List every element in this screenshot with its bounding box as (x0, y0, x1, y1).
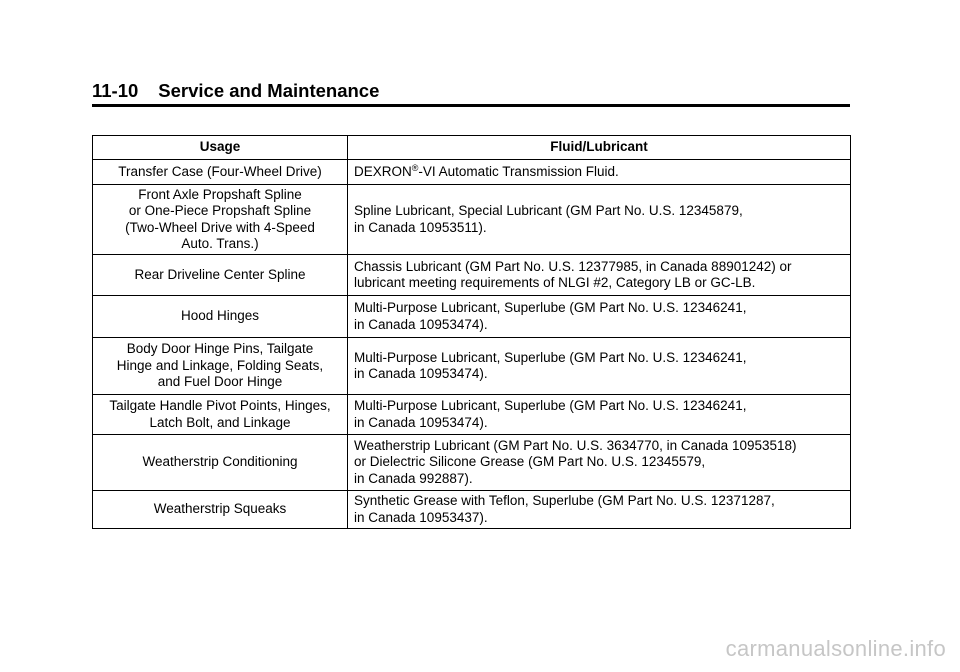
usage-line: and Fuel Door Hinge (157, 374, 283, 390)
usage-cell (93, 338, 348, 395)
usage-cell (93, 491, 348, 529)
fluid-cell (348, 435, 851, 491)
table-row (93, 435, 851, 491)
table-row (93, 160, 851, 185)
usage-line: (Two-Wheel Drive with 4-Speed (125, 219, 315, 235)
fluid-line: in Canada 10953474). (354, 316, 488, 332)
fluid-line (354, 164, 844, 181)
table-row (93, 491, 851, 529)
table-row (93, 338, 851, 395)
usage-cell (93, 296, 348, 338)
fluid-cell (348, 491, 851, 529)
page-header (92, 80, 850, 102)
fluid-text: DEXRON (354, 163, 412, 179)
column-header-fluid: Fluid/Lubricant (348, 136, 851, 160)
usage-line: Weatherstrip Conditioning (142, 454, 298, 470)
table-row (93, 185, 851, 255)
usage-line: or One-Piece Propshaft Spline (128, 203, 312, 218)
header-rule (92, 104, 850, 107)
usage-line: Transfer Case (Four-Wheel Drive) (118, 163, 322, 179)
fluid-cell (348, 395, 851, 435)
usage-cell (93, 255, 348, 296)
usage-line: Tailgate Handle Pivot Points, Hinges, (109, 398, 331, 413)
fluid-line: Multi-Purpose Lubricant, Superlube (GM Part No. U.S. 12346241, (354, 349, 747, 365)
usage-line: Front Axle Propshaft Spline (138, 186, 302, 202)
page-number: 11-10 (92, 80, 139, 101)
fluid-line: Synthetic Grease with Teflon, Superlube (GM Part No. U.S. 12371287, (354, 493, 775, 508)
fluid-text: -VI Automatic Transmission Fluid. (418, 163, 619, 179)
column-header-usage: Usage (93, 136, 348, 160)
fluid-cell (348, 160, 851, 185)
fluid-line: in Canada 10953511). (354, 219, 487, 235)
usage-line: Auto. Trans.) (181, 236, 259, 251)
fluid-line: in Canada 10953437). (354, 509, 488, 525)
fluid-cell (348, 296, 851, 338)
fluid-line: in Canada 992887). (354, 470, 473, 486)
fluid-line: or Dielectric Silicone Grease (GM Part No. U.S. 12345579, (354, 454, 706, 470)
usage-cell (93, 160, 348, 185)
usage-cell (93, 435, 348, 491)
fluid-line: lubricant meeting requirements of NLGI #2, Category LB or GC-LB. (354, 275, 756, 290)
fluid-line: in Canada 10953474). (354, 366, 488, 381)
fluid-line: Spline Lubricant, Special Lubricant (GM Part No. U.S. 12345879, (354, 203, 743, 218)
table-header-row (93, 136, 851, 160)
table-row (93, 395, 851, 435)
usage-line: Hinge and Linkage, Folding Seats, (116, 357, 324, 373)
table-row (93, 296, 851, 338)
usage-line: Body Door Hinge Pins, Tailgate (126, 341, 314, 357)
fluid-line: Multi-Purpose Lubricant, Superlube (GM Part No. U.S. 12346241, (354, 398, 747, 413)
fluid-line: Weatherstrip Lubricant (GM Part No. U.S. 3634770, in Canada 10953518) (354, 437, 797, 453)
usage-cell (93, 185, 348, 255)
table-row (93, 255, 851, 296)
usage-line: Weatherstrip Squeaks (153, 501, 287, 517)
registered-mark: ® (411, 162, 419, 173)
fluid-cell (348, 338, 851, 395)
header-text (92, 80, 850, 102)
fluid-line: Multi-Purpose Lubricant, Superlube (GM Part No. U.S. 12346241, (354, 300, 747, 315)
usage-cell (93, 395, 348, 435)
usage-line: Latch Bolt, and Linkage (149, 414, 291, 430)
lubricant-table (92, 135, 851, 529)
fluid-line: Chassis Lubricant (GM Part No. U.S. 12377985, in Canada 88901242) or (354, 258, 792, 274)
fluid-cell (348, 255, 851, 296)
section-title: Service and Maintenance (158, 80, 380, 101)
usage-line: Rear Driveline Center Spline (134, 266, 306, 282)
site-watermark: carmanualsonline.info (725, 636, 946, 661)
fluid-line: in Canada 10953474). (354, 414, 488, 430)
usage-line: Hood Hinges (180, 308, 260, 324)
fluid-cell (348, 185, 851, 255)
